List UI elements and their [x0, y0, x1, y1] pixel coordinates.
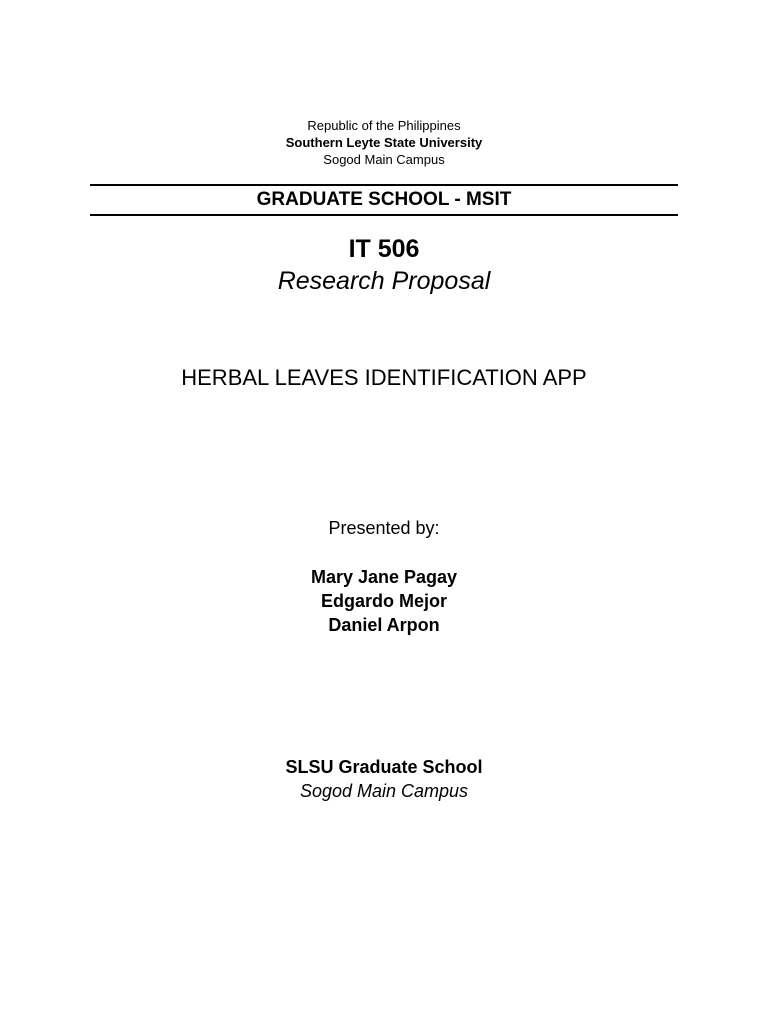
- footer-school: SLSU Graduate School: [285, 757, 483, 777]
- author-name: Edgardo Mejor: [320, 591, 447, 611]
- author-name: Daniel Arpon: [328, 615, 440, 635]
- author-name: Mary Jane Pagay: [310, 567, 458, 587]
- campus-name: Sogod Main Campus: [323, 152, 445, 167]
- presented-by-label: Presented by:: [328, 518, 440, 538]
- course-code: IT 506: [348, 235, 420, 263]
- university-name: Southern Leyte State University: [285, 135, 483, 150]
- top-divider: [90, 184, 678, 186]
- country-heading: Republic of the Philippines: [307, 118, 461, 133]
- document-type: Research Proposal: [277, 267, 491, 295]
- footer-campus: Sogod Main Campus: [299, 781, 469, 801]
- bottom-divider: [90, 214, 678, 216]
- department-heading: GRADUATE SCHOOL - MSIT: [256, 189, 512, 210]
- project-title: HERBAL LEAVES IDENTIFICATION APP: [181, 365, 587, 390]
